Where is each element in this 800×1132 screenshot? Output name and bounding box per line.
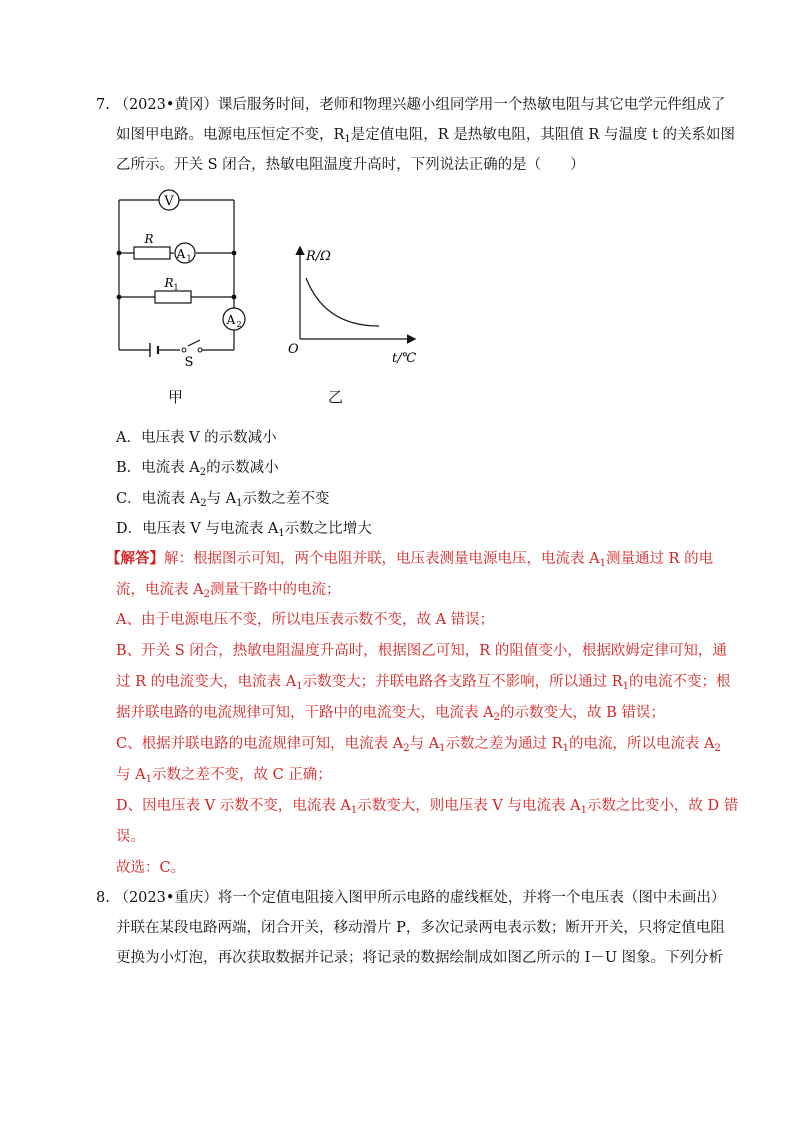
option-b-text-a: B．电流表 A <box>116 460 200 476</box>
switch-label: S <box>184 355 194 366</box>
answer-6a: 据并联电路的电流规律可知，干路中的电流变大，电流表 A <box>116 705 494 721</box>
answer-4: B、开关 S 闭合，热敏电阻温度升高时，根据图乙可知，R 的阻值变小，根据欧姆定律可知，通 <box>116 643 727 659</box>
option-d-text-b: 示数之比增大 <box>284 521 372 537</box>
option-b-text-b: 的示数减小 <box>206 460 279 476</box>
answer-line-3 <box>116 611 494 629</box>
answer-line-5 <box>116 673 731 691</box>
option-d <box>116 520 372 538</box>
option-a <box>116 429 277 447</box>
option-c-text-c: 示数之差不变 <box>242 491 330 507</box>
figure-jia-caption: 甲 <box>168 388 184 406</box>
answer-7-sub-1: 2 <box>403 743 410 754</box>
answer-1-sub: 1 <box>599 558 606 569</box>
answer-3: A、由于电源电压不变，所以电压表示数不变，故 A 错误； <box>116 612 495 628</box>
answer-9-sub-1: 1 <box>350 805 358 816</box>
answer-final <box>116 859 185 877</box>
answer-line-7 <box>116 735 721 753</box>
option-d-text-a: D．电压表 V 与电流表 A <box>116 521 279 537</box>
q8-text-1: （2023•重庆）将一个定值电阻接入图甲所示电路的虚线框处，并将一个电压表（图中未画出） <box>114 890 726 906</box>
answer-line-8 <box>116 766 332 784</box>
q7-stem-sub: 1 <box>344 134 351 145</box>
resistor-r1-label: R <box>164 276 174 290</box>
r-t-curve <box>306 278 379 326</box>
origin-label: O <box>288 342 299 357</box>
answer-9b: 示数变大，则电压表 V 与电流表 A <box>357 798 581 814</box>
r-t-graph <box>282 240 432 374</box>
y-axis-label: R/Ω <box>306 249 331 264</box>
answer-7b: 与 A <box>409 736 440 752</box>
answer-line-9 <box>116 797 738 815</box>
resistor-r-label: R <box>144 232 154 246</box>
answer-final-text: 故选：C。 <box>116 860 186 876</box>
answer-7c: 示数之差为通过 R <box>445 736 563 752</box>
voltmeter-label: V <box>164 194 174 209</box>
option-c-sub-1: 2 <box>200 498 207 509</box>
q7-number: 7. <box>96 97 110 113</box>
answer-line-4 <box>116 642 727 660</box>
option-c-text-a: C．电流表 A <box>116 491 201 507</box>
ammeter-a1-label: A <box>176 247 186 261</box>
ammeter-a2-label: A <box>226 313 236 327</box>
answer-line-2 <box>116 581 340 599</box>
answer-6-sub: 2 <box>493 712 500 723</box>
option-d-sub: 1 <box>278 528 285 539</box>
answer-9c: 示数之比变小，故 D 错 <box>586 798 739 814</box>
answer-tag: 【解答】 <box>106 550 164 567</box>
answer-5c: 的电流不变；根 <box>629 674 731 690</box>
answer-line-10 <box>116 828 145 846</box>
option-b-sub: 2 <box>199 467 207 478</box>
answer-7-sub-4: 2 <box>714 743 721 754</box>
option-b <box>116 459 279 477</box>
q7-stem-line-2 <box>116 126 735 144</box>
q8-line-1 <box>96 889 725 907</box>
answer-5b: 示数变大；并联电路各支路互不影响，所以通过 R <box>302 674 623 690</box>
q8-line-2 <box>116 919 725 937</box>
answer-7-sub-3: 1 <box>562 743 569 754</box>
q7-stem-text-3: 乙所示。开关 S 闭合，热敏电阻温度升高时，下列说法正确的是（ ） <box>116 157 585 173</box>
q7-stem-line-3 <box>116 156 585 174</box>
circuit-diagram <box>110 186 250 370</box>
answer-8a: 与 A <box>116 767 146 783</box>
answer-5a: 过 R 的电流变大，电流表 A <box>116 674 297 690</box>
q8-line-3 <box>116 949 723 967</box>
answer-5-sub-2: 1 <box>622 681 629 692</box>
answer-9a: D、因电压表 V 示数不变，电流表 A <box>116 798 351 814</box>
q7-stem-text-2b: 是定值电阻，R 是热敏电阻，其阻值 R 与温度 t 的关系如图 <box>350 127 736 143</box>
q7-stem-text-2a: 如图甲电路。电源电压恒定不变，R <box>116 127 345 143</box>
q7-stem-text-1: （2023•黄冈）课后服务时间，老师和物理兴趣小组同学用一个热敏电阻与其它电学元件组成了 <box>114 97 726 113</box>
option-c <box>116 490 330 508</box>
answer-2-sub: 2 <box>203 589 210 600</box>
q7-stem-line-1 <box>96 96 725 114</box>
ammeter-a2-sub: 2 <box>236 320 242 329</box>
figure-yi-caption: 乙 <box>328 388 344 406</box>
option-c-text-b: 与 A <box>206 491 237 507</box>
answer-8b: 示数之差不变，故 C 正确； <box>151 767 332 783</box>
answer-line-6 <box>116 704 665 722</box>
q8-number: 8. <box>96 890 110 906</box>
resistor-r1-sub: 1 <box>173 283 179 292</box>
answer-9-sub-2: 1 <box>580 805 587 816</box>
answer-line-1 <box>106 550 713 568</box>
x-axis-label: t/℃ <box>392 351 417 366</box>
answer-5-sub-1: 1 <box>296 681 303 692</box>
option-a-text: A．电压表 V 的示数减小 <box>116 430 277 446</box>
answer-10: 误。 <box>116 829 145 845</box>
answer-6b: 的示数变大，故 B 错误； <box>499 705 665 721</box>
answer-8-sub: 1 <box>145 774 152 785</box>
answer-7-sub-2: 1 <box>439 743 446 754</box>
answer-1b: 测量通过 R 的电 <box>605 551 714 567</box>
answer-7d: 的电流，所以电流表 A <box>568 736 715 752</box>
answer-1a: 解：根据图示可知，两个电阻并联，电压表测量电源电压，电流表 A <box>164 551 600 567</box>
answer-2a: 流，电流表 A <box>116 582 204 598</box>
q8-text-3: 更换为小灯泡，再次获取数据并记录；将记录的数据绘制成如图乙所示的 I－U 图象。下列分析 <box>116 950 724 966</box>
ammeter-a1-sub: 1 <box>186 254 192 263</box>
answer-2b: 测量干路中的电流； <box>209 582 341 598</box>
answer-7a: C、根据并联电路的电流规律可知，电流表 A <box>116 736 404 752</box>
option-c-sub-2: 1 <box>236 498 243 509</box>
q8-text-2: 并联在某段电路两端，闭合开关，移动滑片 P，多次记录两电表示数；断开开关，只将定值电阻 <box>116 920 725 936</box>
